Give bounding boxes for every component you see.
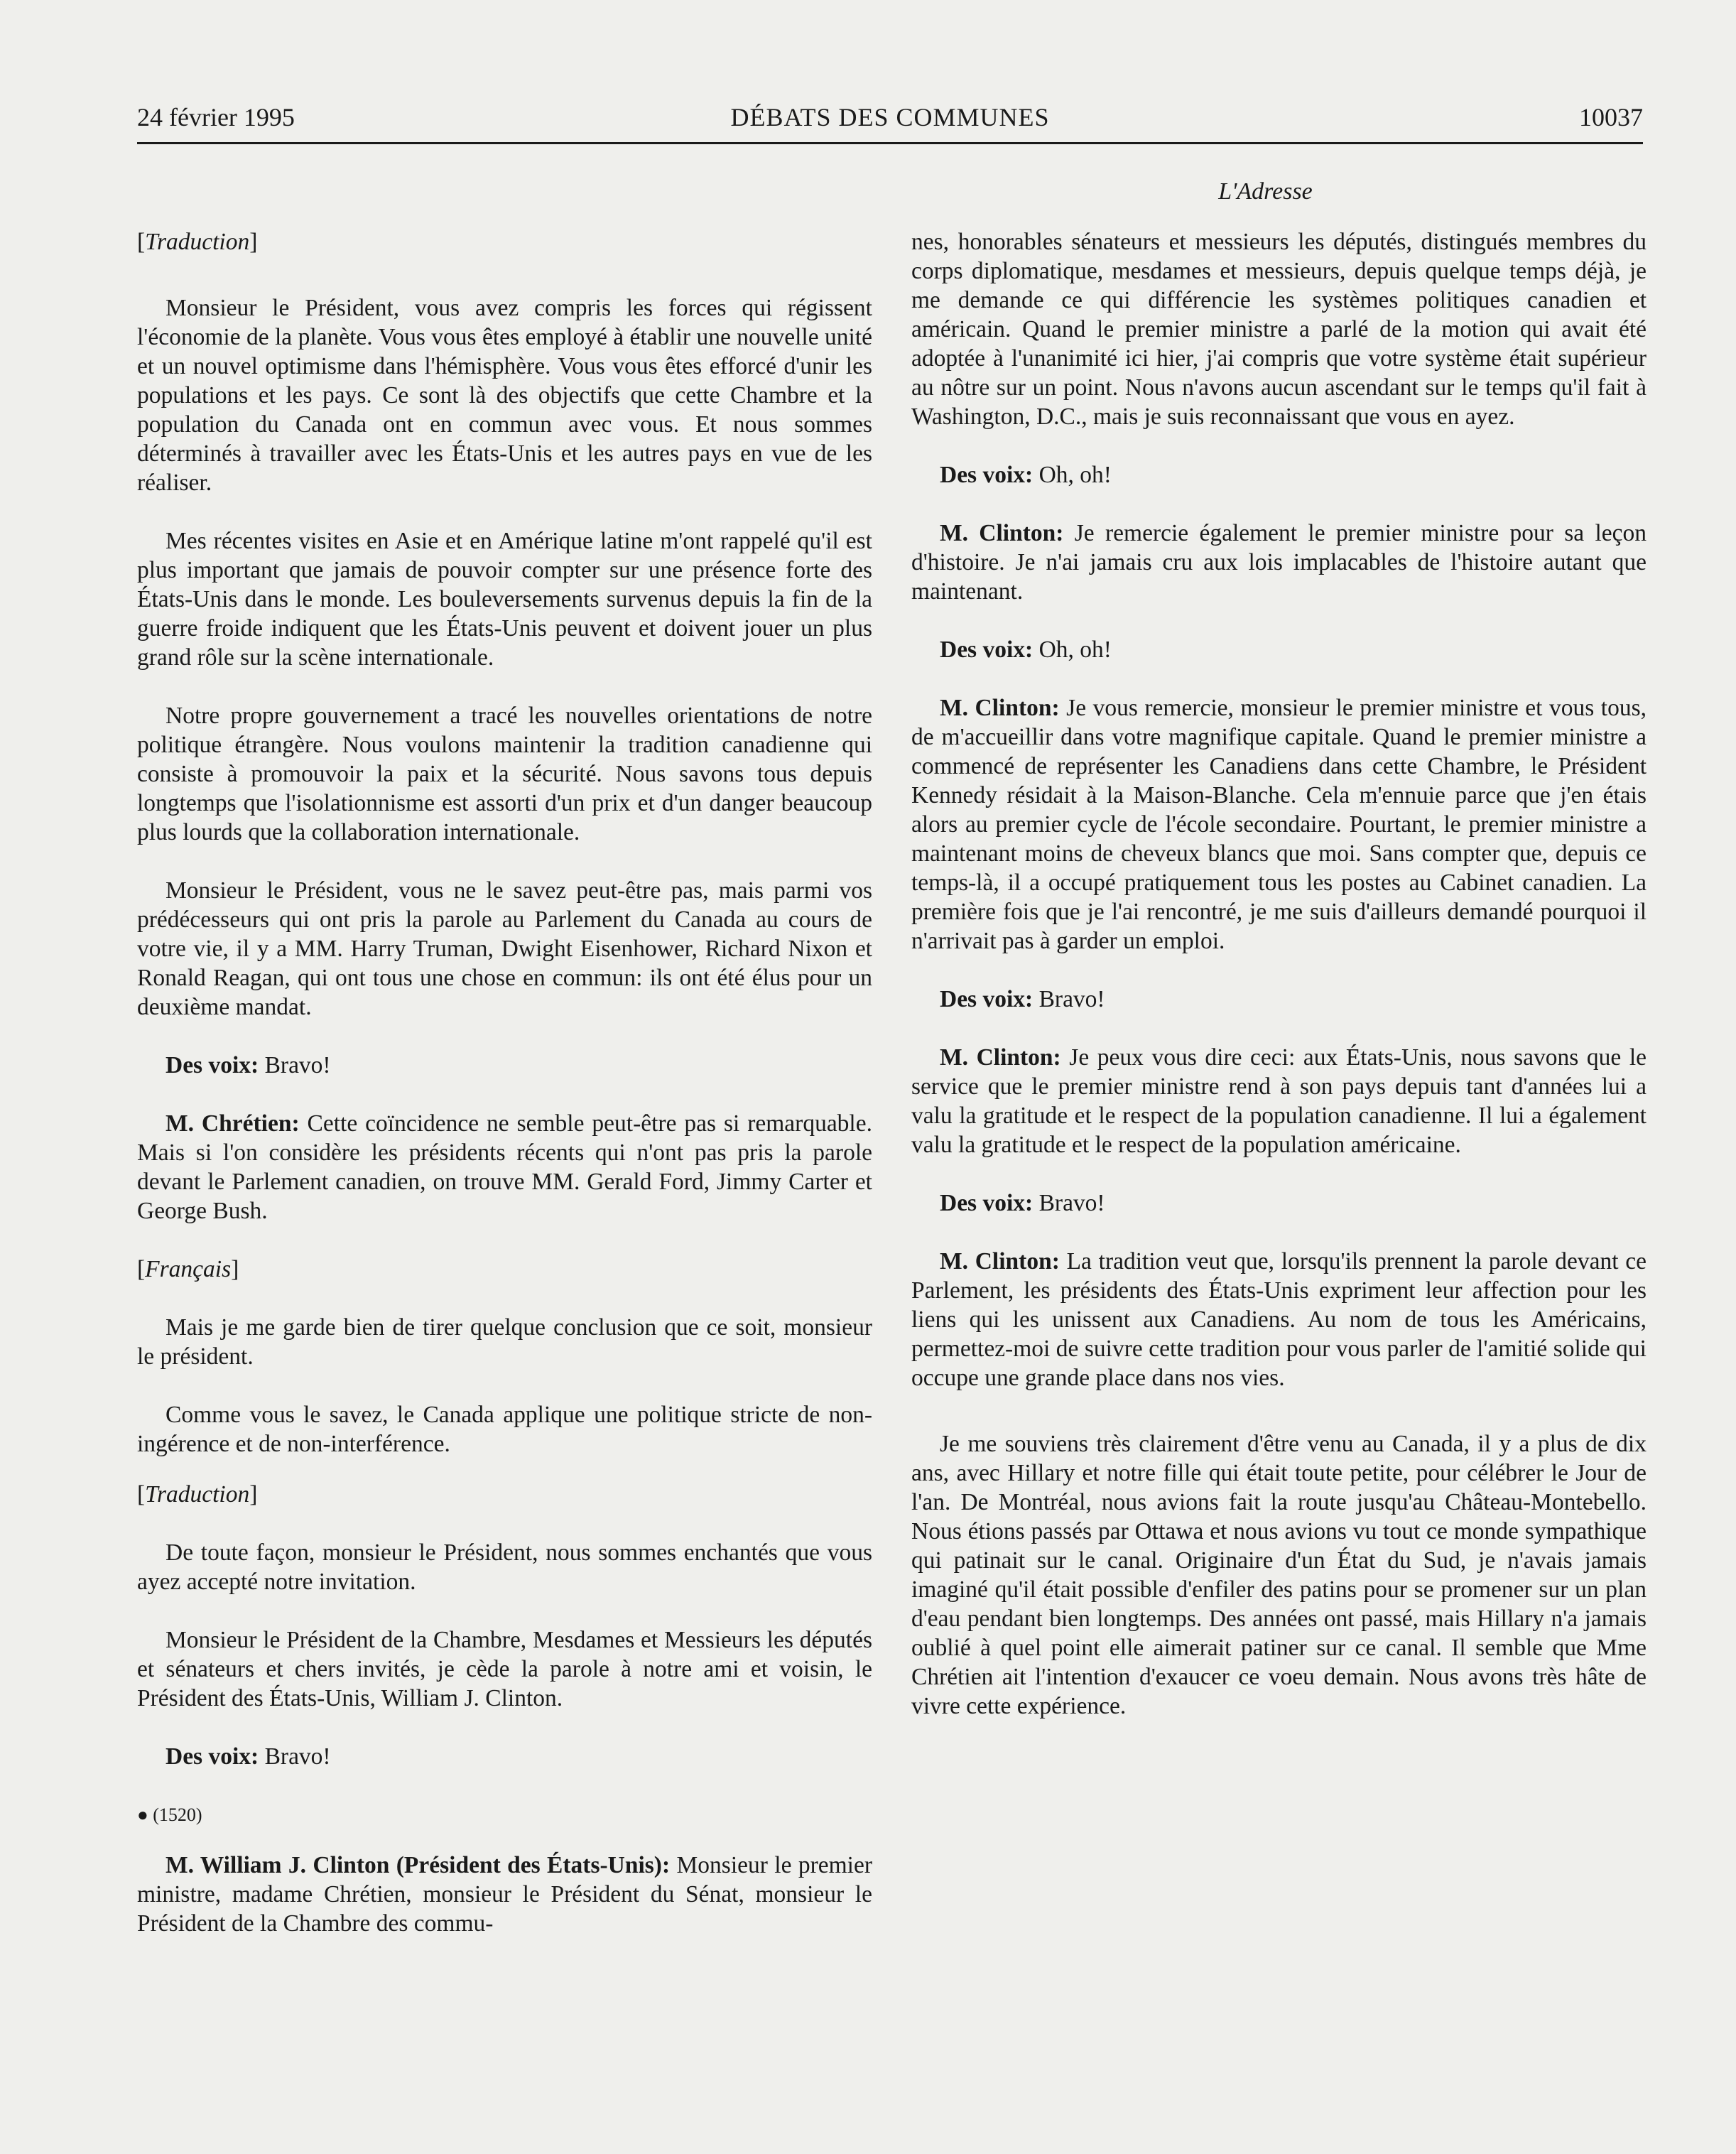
speech-text: Cette coïncidence ne semble peut-être pas si remarquable. Mais si l'on considère les présidents récents qui n'ont pas pris la parole devant le Parlement canadien, on trouve MM. Gerald Ford, Jimmy Carter et George Bush. — [137, 1110, 872, 1224]
speaker-name: M. Clinton: — [940, 520, 1064, 546]
speech-text: Bravo! — [259, 1052, 331, 1078]
speech-text: La tradition veut que, lorsqu'ils prennent la parole devant ce Parlement, les présidents des États-Unis expriment leur affection pour les liens qui les unissent aux Canadiens. Au nom de tous les Américains, permettez-moi de suivre cette tradition pour vous parler de l'amitié solide qui occupe une grande place dans nos vies. — [911, 1248, 1647, 1391]
publication-title: DÉBATS DES COMMUNES — [730, 103, 1050, 131]
right-column — [911, 227, 1647, 1721]
header-date: 24 février 1995 — [137, 103, 295, 131]
language-marker: [ Traduction ] — [137, 227, 872, 256]
running-header — [137, 99, 1643, 144]
interjection — [137, 1051, 872, 1080]
speech-text: Oh, oh! — [1033, 462, 1112, 488]
speaker-name: M. Clinton: — [940, 1248, 1060, 1274]
speech-text: Bravo! — [1033, 986, 1105, 1012]
speech-text: Je remercie également le premier ministre pour sa leçon d'histoire. Je n'ai jamais cru aux lois implacables de l'histoire autant que maintenant. — [911, 520, 1647, 605]
page-number: 10037 — [1579, 103, 1643, 131]
paragraph: Notre propre gouvernement a tracé les nouvelles orientations de notre politique étrangère. Nous voulons maintenir la tradition canadienne qui consiste à promouvoir la paix et la sécurité. Nous savons tous depuis longtemps que l'isolationnisme est assorti d'un prix et d'un danger beaucoup plus lourds que la collaboration internationale. — [137, 703, 872, 845]
speech — [137, 1851, 872, 1938]
speech — [911, 693, 1647, 956]
interjection — [137, 1742, 872, 1771]
section-heading: L'Adresse — [1218, 178, 1313, 205]
time-stamp — [137, 1800, 872, 1829]
speaker-name: Des voix: — [940, 637, 1034, 663]
interjection — [911, 635, 1647, 664]
speaker-name: Des voix: — [940, 986, 1034, 1012]
speech-text: Monsieur le premier ministre, madame Chrétien, monsieur le Président du Sénat, monsieur le Président de la Chambre des commu- — [137, 1852, 872, 1937]
interjection — [911, 985, 1647, 1014]
speaker-name: Des voix: — [940, 1190, 1034, 1216]
speaker-name: M. Clinton: — [940, 1044, 1061, 1071]
speech-text: Je peux vous dire ceci: aux États-Unis, nous savons que le service que le premier ministre rend à son pays depuis tant d'années lui a valu la gratitude et le respect de la population canadienne. Il lui a également valu la gratitude et le respect de la population américaine. — [911, 1044, 1647, 1158]
speech — [911, 1043, 1647, 1159]
paragraph: Mais je me garde bien de tirer quelque conclusion que ce soit, monsieur le président. — [137, 1314, 872, 1370]
paragraph: Je me souviens très clairement d'être venu au Canada, il y a plus de dix ans, avec Hillary et notre fille qui était toute petite, pour célébrer le Jour de l'an. De Montréal, nous avions fait la route jusqu'au Château-Montebello. Nous étions passés par Ottawa et nous avions vu tout ce monde sympathique qui patinait sur le canal. Originaire d'un État du Sud, je n'avais jamais imaginé qu'il était possible d'enfiler des patins pour se promener sur un plan d'eau pendant bien longtemps. Des années ont passé, mais Hillary n'a jamais oublié à quel point elle aimerait patiner sur ce canal. Il semble que Mme Chrétien ait l'intention d'exaucer ce voeu demain. Nous avons très hâte de vivre cette expérience. — [911, 1431, 1647, 1719]
paragraph: nes, honorables sénateurs et messieurs les députés, distingués membres du corps diplomatique, mesdames et messieurs, depuis quelque temps déjà, je me demande ce qui différencie les systèmes politiques canadien et américain. Quand le premier ministre a parlé de la motion qui avait été adoptée à l'unanimité ici hier, j'ai compris que votre système était supérieur au nôtre sur un point. Nous n'avons aucun ascendant sur le temps qu'il fait à Washington, D.C., mais je suis reconnaissant que vous en ayez. — [911, 229, 1647, 430]
speech — [911, 519, 1647, 606]
speech-text: Je vous remercie, monsieur le premier ministre et vous tous, de m'accueillir dans votre magnifique capitale. Quand le premier ministre a commencé de représenter les Canadiens dans cette Chambre, le Président Kennedy résidait à la Maison-Blanche. Cela m'ennuie parce que j'en étais alors au premier cycle de l'école secondaire. Pourtant, le premier ministre a maintenant moins de cheveux blancs que moi. Sans compter que, depuis ce temps-là, il a occupé pratiquement tous les postes au Cabinet canadien. La première fois que je l'ai rencontré, je me suis d'ailleurs demandé pourquoi il n'arrivait pas à garder un emploi. — [911, 695, 1647, 954]
paragraph: Mes récentes visites en Asie et en Amérique latine m'ont rappelé qu'il est plus important que jamais de pouvoir compter sur une présence forte des États-Unis dans le monde. Les bouleversements survenus depuis la fin de la guerre froide indiquent que les États-Unis peuvent et doivent jouer un plus grand rôle sur la scène internationale. — [137, 528, 872, 671]
paragraph: Monsieur le Président de la Chambre, Mesdames et Messieurs les députés et sénateurs et chers invités, je cède la parole à notre ami et voisin, le Président des États-Unis, William J. Clinton. — [137, 1627, 872, 1711]
left-column — [137, 227, 872, 1938]
paragraph: Monsieur le Président, vous ne le savez peut-être pas, mais parmi vos prédécesseurs qui ont pris la parole au Parlement du Canada au cours de votre vie, il y a MM. Harry Truman, Dwight Eisenhower, Richard Nixon et Ronald Reagan, qui ont tous une chose en commun: ils ont été élus pour un deuxième mandat. — [137, 877, 872, 1020]
paragraph: Monsieur le Président, vous avez compris les forces qui régissent l'économie de la planète. Vous vous êtes employé à établir une nouvelle unité et un nouvel optimisme dans l'hémisphère. Vous vous êtes efforcé d'unir les populations et les pays. Ce sont là des objectifs que cette Chambre et la population du Canada ont en commun avec vous. Et nous sommes déterminés à travailler avec les États-Unis et les autres pays en vue de les réaliser. — [137, 295, 872, 496]
interjection — [911, 1189, 1647, 1218]
speech — [911, 1247, 1647, 1392]
speech — [137, 1109, 872, 1225]
speaker-name: Des voix: — [940, 462, 1034, 488]
bullet-icon: ● — [137, 1804, 148, 1825]
header-rule — [137, 142, 1643, 144]
speaker-name: M. William J. Clinton (Président des États-Unis): — [166, 1852, 671, 1878]
language-marker: [ Traduction ] — [137, 1480, 872, 1509]
speaker-name: M. Chrétien: — [166, 1110, 300, 1137]
speaker-name: M. Clinton: — [940, 695, 1060, 721]
speaker-name: Des voix: — [166, 1052, 259, 1078]
paragraph: Comme vous le savez, le Canada applique une politique stricte de non-ingérence et de non-interférence. — [137, 1402, 872, 1457]
speech-text: Bravo! — [1033, 1190, 1105, 1216]
speech-text: Bravo! — [259, 1743, 331, 1770]
time-stamp-text: (1520) — [153, 1804, 202, 1825]
paragraph: De toute façon, monsieur le Président, nous sommes enchantés que vous ayez accepté notre invitation. — [137, 1539, 872, 1595]
interjection — [911, 460, 1647, 489]
speech-text: Oh, oh! — [1033, 637, 1112, 663]
speaker-name: Des voix: — [166, 1743, 259, 1770]
language-marker: [ Français ] — [137, 1255, 872, 1284]
